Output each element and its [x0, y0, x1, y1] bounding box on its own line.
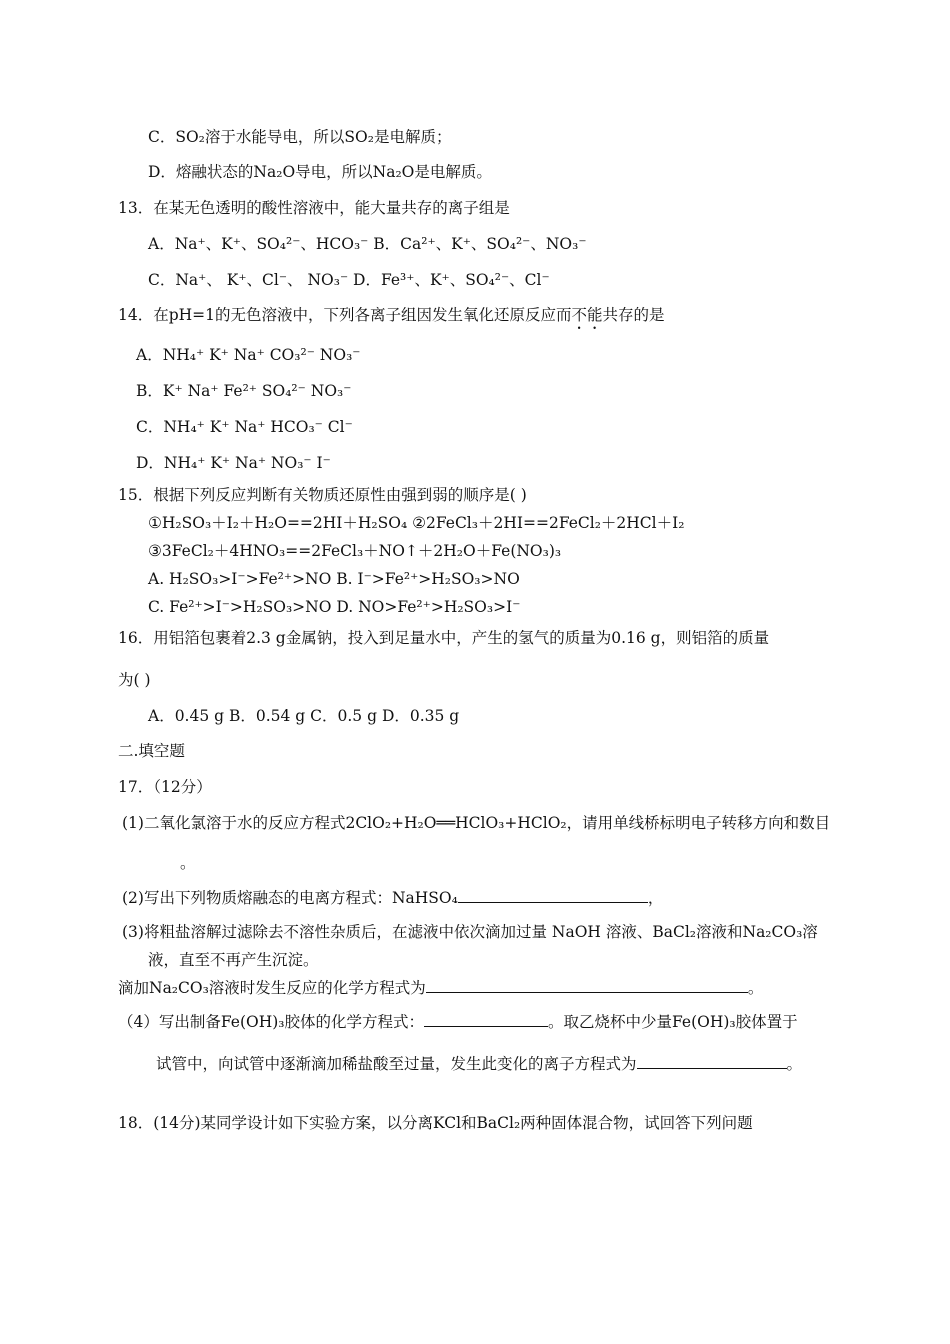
- section-fill-in-title: 二.填空题: [118, 742, 185, 760]
- q17-part4-text: （4）写出制备Fe(OH)₃胶体的化学方程式：: [118, 1013, 424, 1031]
- q17-part4-line2: [156, 1054, 802, 1074]
- q17-part2-answer-blank[interactable]: [458, 888, 648, 903]
- q12-option-d: D．熔融状态的Na₂O导电，所以Na₂O是电解质。: [148, 163, 492, 181]
- q12-option-c: C．SO₂溶于水能导电，所以SO₂是电解质；: [148, 128, 452, 146]
- q16-stem-line2: 为( ): [118, 671, 151, 689]
- q17-part1-line1: (1)二氧化氯溶于水的反应方程式2ClO₂+H₂O══HClO₃+HClO₂，请用单线桥标明电子转移方向和数目: [122, 814, 831, 832]
- q15-equations-1-2: ①H₂SO₃＋I₂＋H₂O==2HI＋H₂SO₄ ②2FeCl₃＋2HI==2FeCl₂＋2HCl＋I₂: [148, 514, 685, 532]
- q14-option-b: B．K⁺ Na⁺ Fe²⁺ SO₄²⁻ NO₃⁻: [136, 382, 352, 400]
- q13-stem: 13．在某无色透明的酸性溶液中，能大量共存的离子组是: [118, 199, 510, 217]
- q17-part3-line1: (3)将粗盐溶解过滤除去不溶性杂质后，在滤液中依次滴加过量 NaOH 溶液、BaCl₂溶液和Na₂CO₃溶: [122, 923, 818, 941]
- q15-options-ab: A. H₂SO₃>I⁻>Fe²⁺>NO B. I⁻>Fe²⁺>H₂SO₃>NO: [148, 570, 520, 588]
- q14-stem-before: 14．在pH=1的无色溶液中，下列各离子组因发生氧化还原反应而: [118, 306, 572, 324]
- q14-option-a: A．NH₄⁺ K⁺ Na⁺ CO₃²⁻ NO₃⁻: [136, 346, 361, 364]
- q13-options-ab: A．Na⁺、K⁺、SO₄²⁻、HCO₃⁻ B．Ca²⁺、K⁺、SO₄²⁻、NO₃⁻: [148, 235, 587, 253]
- q13-options-cd: C．Na⁺、 K⁺、Cl⁻、 NO₃⁻ D．Fe³⁺、K⁺、SO₄²⁻、Cl⁻: [148, 271, 550, 289]
- q15-options-cd: C. Fe²⁺>I⁻>H₂SO₃>NO D. NO>Fe²⁺>H₂SO₃>I⁻: [148, 598, 521, 616]
- q17-part3-end: 。: [747, 979, 764, 997]
- q15-stem: 15．根据下列反应判断有关物质还原性由强到弱的顺序是( ): [118, 486, 527, 504]
- q16-options: A．0.45 g B．0.54 g C．0.5 g D．0.35 g: [148, 707, 460, 725]
- q17-part2: [122, 888, 663, 908]
- q17-part4-answer-blank-1[interactable]: [424, 1012, 548, 1027]
- q17-part1-line2: 。: [180, 854, 196, 872]
- q14-stem-after: 共存的是: [602, 306, 665, 324]
- q17-part4-text-2: 试管中，向试管中逐渐滴加稀盐酸至过量，发生此变化的离子方程式为: [156, 1055, 637, 1073]
- q18-stem: 18．(14分)某同学设计如下实验方案，以分离KCl和BaCl₂两种固体混合物，试回答下列问题: [118, 1114, 753, 1132]
- q17-part4-line1: [118, 1012, 798, 1032]
- q17-heading: 17．（12分）: [118, 778, 212, 796]
- q17-part3-line3: [118, 978, 763, 998]
- q16-stem-line1: 16．用铝箔包裹着2.3 g金属钠，投入到足量水中，产生的氢气的质量为0.16 g，则铝箔的质量: [118, 629, 770, 647]
- q17-part4-answer-blank-2[interactable]: [637, 1054, 787, 1069]
- q17-part2-end: ，: [647, 889, 664, 907]
- q17-part3-line2: 液，直至不再产生沉淀。: [148, 951, 319, 969]
- q14-stem: [118, 305, 665, 333]
- q17-part2-text: (2)写出下列物质熔融态的电离方程式：NaHSO₄: [122, 889, 458, 907]
- q17-part3-text: 滴加Na₂CO₃溶液时发生反应的化学方程式为: [118, 979, 426, 997]
- q14-option-c: C．NH₄⁺ K⁺ Na⁺ HCO₃⁻ Cl⁻: [136, 418, 353, 436]
- q15-equation-3: ③3FeCl₂＋4HNO₃==2FeCl₃＋NO↑＋2H₂O＋Fe(NO₃)₃: [148, 542, 562, 560]
- q17-part3-answer-blank[interactable]: [426, 978, 748, 993]
- q14-option-d: D．NH₄⁺ K⁺ Na⁺ NO₃⁻ I⁻: [136, 454, 331, 472]
- q17-part4-end: 。: [786, 1055, 803, 1073]
- q14-stem-emphasis: 不能: [571, 306, 603, 324]
- q17-part4-mid: 。取乙烧杯中少量Fe(OH)₃胶体置于: [547, 1013, 798, 1031]
